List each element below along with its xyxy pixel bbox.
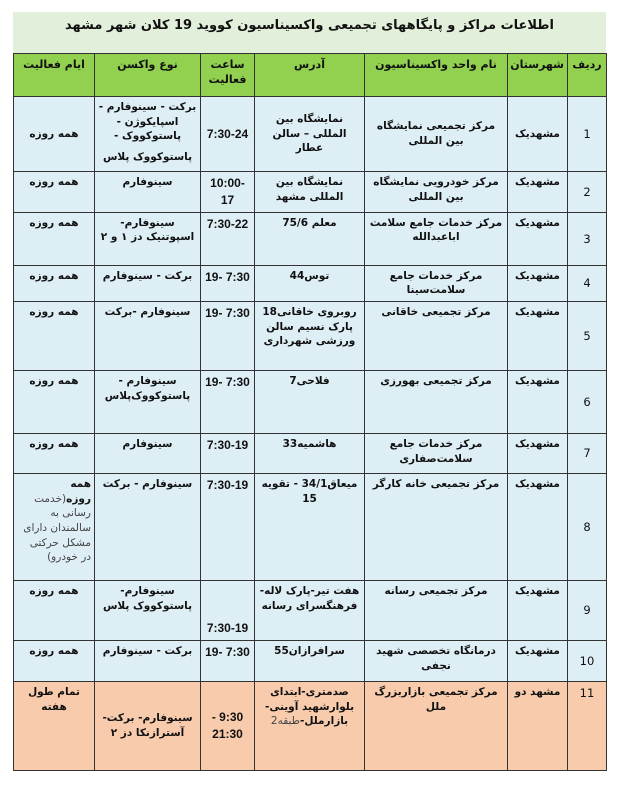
table-row [14,473,607,580]
unit-name-cell: مرکز خدمات جامع سلامت‌سینا [365,265,508,301]
hours-cell: 7:30-24 [201,97,255,172]
days-cell [14,473,95,580]
table-row [14,97,607,172]
hours-cell: 7:30-19 [201,433,255,473]
city-cell: مشهدیک [508,97,568,172]
city-cell: مشهدیک [508,580,568,640]
unit-name-cell: درمانگاه تخصصی شهید نجفی [365,640,508,681]
city-cell: مشهدیک [508,370,568,433]
row-number: 5 [568,301,607,370]
unit-name-cell: مرکز تجمیعی خاقانی [365,301,508,370]
col-header-unit-name: نام واحد واکسیناسیون [365,54,508,97]
table-row [14,172,607,213]
row-number: 8 [568,473,607,580]
vaccine-cell [95,97,201,172]
days-cell: همه روزه [14,580,95,640]
row-number: 2 [568,172,607,213]
col-header-vaccine-type: نوع واکسن [95,54,201,97]
address-cell: فلاحی7 [255,370,365,433]
days-cell: همه روزه [14,212,95,265]
table-row [14,370,607,433]
hours-cell: 10:00-17 [201,172,255,213]
vaccine-cell: برکت - سینوفارم [95,265,201,301]
table-row [14,265,607,301]
col-header-city: شهرستان [508,54,568,97]
days-text: همه روزه [66,477,91,505]
table-row [14,301,607,370]
days-cell: همه روزه [14,172,95,213]
days-cell: همه روزه [14,433,95,473]
address-text: صدمتری-ابتدای بلوارشهید آوینی- بازارملل- [264,685,355,728]
unit-name-cell: مرکز تجمیعی رسانه [365,580,508,640]
row-number: 9 [568,580,607,640]
address-cell: سرافرازان55 [255,640,365,681]
hours-cell: 7:30-22 [201,212,255,265]
city-cell: مشهدیک [508,172,568,213]
address-cell [255,681,365,770]
unit-name-cell: مرکز تجمیعی بهورزی [365,370,508,433]
address-cell: هفت تیر-پارک لاله- فرهنگسرای رسانه [255,580,365,640]
city-cell: مشهدیک [508,473,568,580]
vaccine-text: برکت - سینوفارم - اسپایکوژن - پاستوکووک - [98,101,197,143]
vaccine-cell: سینوفارم [95,433,201,473]
city-cell: مشهدیک [508,265,568,301]
table-row [14,640,607,681]
unit-name-cell: مرکز تجمیعی نمایشگاه بین المللی [365,97,508,172]
row-number: 3 [568,212,607,265]
city-cell: مشهدیک [508,433,568,473]
days-cell: همه روزه [14,640,95,681]
row-number: 6 [568,370,607,433]
hours-cell: 7:30-19 [201,473,255,580]
header-row [14,54,607,97]
city-cell: مشهدیک [508,640,568,681]
days-cell: تمام طول هفته [14,681,95,770]
hours-cell: 7:30 -19 [201,301,255,370]
col-header-row-number: ردیف [568,54,607,97]
city-cell: مشهدیک [508,212,568,265]
centers-table [13,53,607,771]
days-cell: همه روزه [14,370,95,433]
row-number: 4 [568,265,607,301]
hours-cell: 7:30 -19 [201,265,255,301]
days-cell: همه روزه [14,97,95,172]
col-header-active-days: ایام فعالیت [14,54,95,97]
vaccine-cell: سینوفارم- اسپوتنیک دز ۱ و ۲ [95,212,201,265]
days-cell: همه روزه [14,301,95,370]
vaccine-extra-text: پاستوکووک پلاس [102,151,193,164]
vaccine-cell: سینوفارم- برکت- آسترازنکا دز ۲ [95,681,201,770]
vaccine-cell: سینوفارم-پاستوکووک پلاس [95,580,201,640]
col-header-address: آدرس [255,54,365,97]
table-row-highlighted [14,681,607,770]
vaccine-cell: سینوفارم - پاستوکووک‌پلاس [95,370,201,433]
row-number: 11 [568,681,607,770]
address-cell: هاشمیه33 [255,433,365,473]
days-cell: همه روزه [14,265,95,301]
hours-cell: 7:30-19 [201,580,255,640]
unit-name-cell: مرکز خودرویی نمایشگاه بین المللی [365,172,508,213]
table-row [14,433,607,473]
row-number: 7 [568,433,607,473]
days-note: (خدمت رسانی به سالمندان دارای مشکل حرکتی در خودرو) [23,492,91,564]
title-band [13,12,606,53]
col-header-hours: ساعت فعالیت [201,54,255,97]
vaccine-cell: سینوفارم [95,172,201,213]
vaccination-centers-sheet [13,12,606,771]
vaccine-cell: سینوفارم - برکت [95,473,201,580]
address-extra: طبقه2 [270,715,301,728]
vaccine-cell: برکت - سینوفارم [95,640,201,681]
table-row [14,580,607,640]
address-cell: میعاق34/1 - تقویه 15 [255,473,365,580]
hours-cell: 7:30 -19 [201,370,255,433]
address-cell: روبروی خاقانی18 پارک نسیم سالن ورزشی شهرداری [255,301,365,370]
address-cell: نمایشگاه بین المللی – سالن عطار [255,97,365,172]
address-cell: نمایشگاه بین المللی مشهد [255,172,365,213]
unit-name-cell: مرکز تجمیعی خانه کارگر [365,473,508,580]
hours-cell: 9:30 - 21:30 [201,681,255,770]
hours-cell: 7:30 -19 [201,640,255,681]
city-cell: مشهد دو [508,681,568,770]
vaccine-cell: سینوفارم -برکت [95,301,201,370]
address-cell: معلم 75/6 [255,212,365,265]
address-cell: توس44 [255,265,365,301]
unit-name-cell: مرکز تجمیعی بازاربزرگ ملل [365,681,508,770]
row-number: 1 [568,97,607,172]
unit-name-cell: مرکز خدمات جامع سلامت اباعبدالله [365,212,508,265]
table-row [14,212,607,265]
row-number: 10 [568,640,607,681]
city-cell: مشهدیک [508,301,568,370]
unit-name-cell: مرکز خدمات جامع سلامت‌صفاری [365,433,508,473]
page-title: اطلاعات مراکز و پایگاههای تجمیعی واکسیناسیون کووید 19 کلان شهر مشهد [65,18,555,33]
